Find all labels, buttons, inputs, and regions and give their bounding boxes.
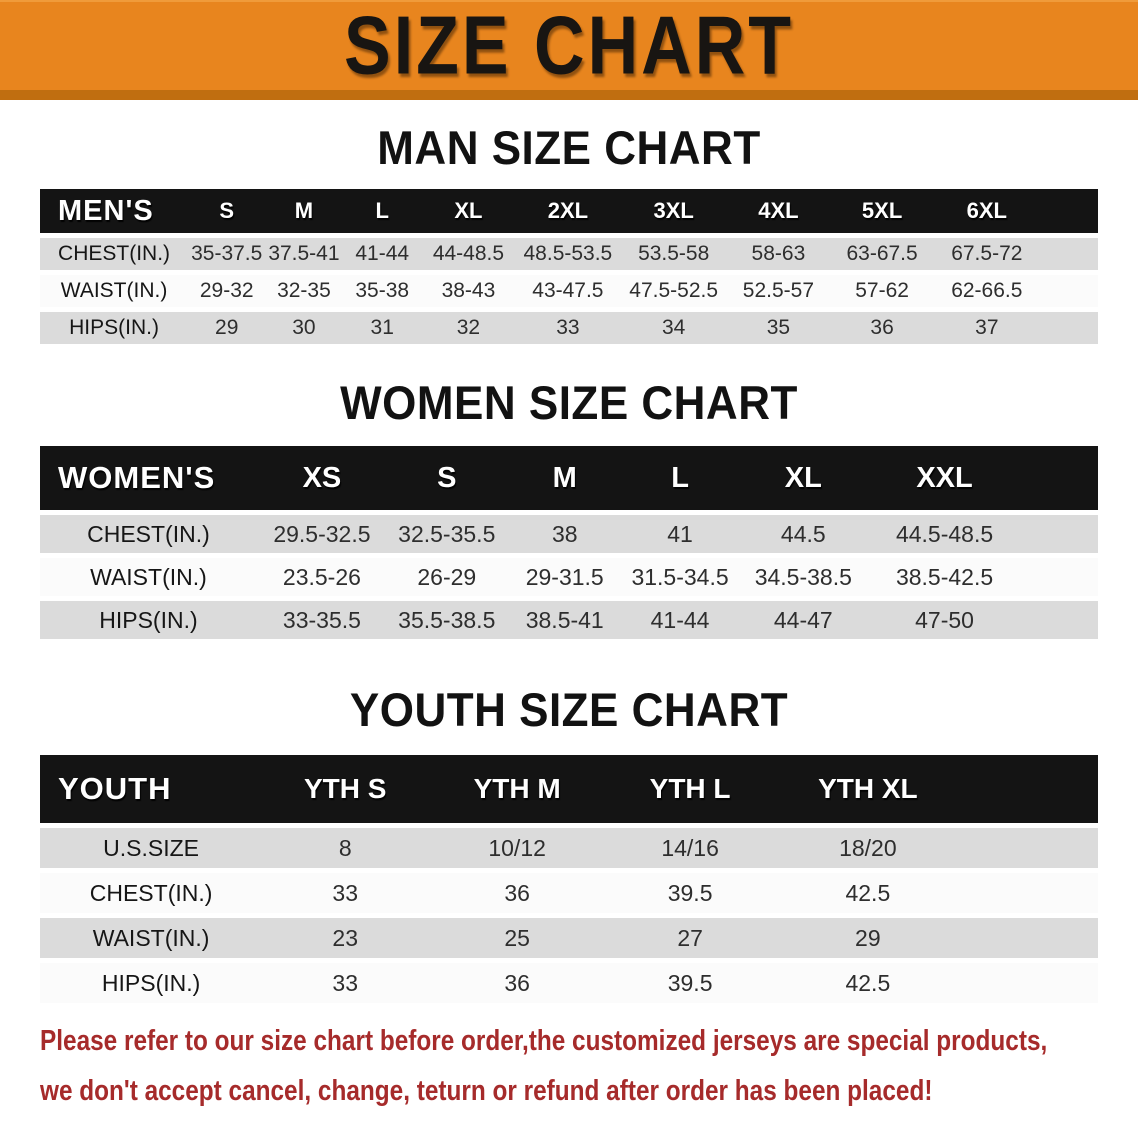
size-value: 48.5-53.5	[515, 238, 621, 270]
men-column-header: S	[188, 189, 265, 233]
size-value: 29	[188, 312, 265, 344]
disclaimer-line-2: we don't accept cancel, change, teturn or refund after order has been placed!	[40, 1075, 933, 1107]
row-label: HIPS(IN.)	[40, 601, 257, 639]
size-value: 33	[515, 312, 621, 344]
size-value: 41-44	[623, 601, 737, 639]
men-column-header: 2XL	[515, 189, 621, 233]
size-value: 39.5	[606, 873, 774, 913]
size-value: 37	[934, 312, 1040, 344]
men-column-header: 5XL	[830, 189, 934, 233]
spacer-cell	[1040, 312, 1098, 344]
size-value: 23	[262, 918, 428, 958]
youth-header-row	[40, 755, 1098, 823]
spacer-cell	[961, 755, 1098, 823]
youth-column-header: YTH M	[428, 755, 606, 823]
women-column-header: XXL	[869, 446, 1019, 510]
size-value: 44-47	[737, 601, 869, 639]
size-value: 42.5	[774, 873, 961, 913]
size-value: 41	[623, 515, 737, 553]
size-value: 31.5-34.5	[623, 558, 737, 596]
size-value: 63-67.5	[830, 238, 934, 270]
youth-column-header: YTH S	[262, 755, 428, 823]
size-value: 47-50	[869, 601, 1019, 639]
spacer-cell	[1020, 558, 1098, 596]
size-value: 32.5-35.5	[387, 515, 507, 553]
size-value: 47.5-52.5	[621, 275, 727, 307]
spacer-cell	[961, 963, 1098, 1003]
row-label: HIPS(IN.)	[40, 963, 262, 1003]
spacer-cell	[961, 828, 1098, 868]
table-row	[40, 515, 1098, 553]
row-label: WAIST(IN.)	[40, 918, 262, 958]
size-value: 32	[422, 312, 515, 344]
men-column-header: 6XL	[934, 189, 1040, 233]
spacer-cell	[1020, 601, 1098, 639]
size-value: 35	[727, 312, 831, 344]
disclaimer-line-1: Please refer to our size chart before order,the customized jerseys are special products,	[40, 1025, 1048, 1057]
women-header-row	[40, 446, 1098, 510]
size-value: 38.5-41	[507, 601, 623, 639]
size-value: 34.5-38.5	[737, 558, 869, 596]
youth-column-header: YTH XL	[774, 755, 961, 823]
size-value: 34	[621, 312, 727, 344]
table-row	[40, 918, 1098, 958]
size-value: 67.5-72	[934, 238, 1040, 270]
size-value: 33	[262, 873, 428, 913]
men-column-header: 4XL	[727, 189, 831, 233]
size-chart-banner	[0, 0, 1138, 100]
size-value: 26-29	[387, 558, 507, 596]
men-section-title: MAN SIZE CHART	[377, 122, 761, 175]
youth-column-header: YTH L	[606, 755, 774, 823]
table-row	[40, 873, 1098, 913]
men-column-header: M	[265, 189, 342, 233]
row-label: WAIST(IN.)	[40, 558, 257, 596]
size-value: 23.5-26	[257, 558, 387, 596]
size-value: 41-44	[343, 238, 422, 270]
size-value: 39.5	[606, 963, 774, 1003]
size-value: 52.5-57	[727, 275, 831, 307]
table-row	[40, 275, 1098, 307]
row-label: HIPS(IN.)	[40, 312, 188, 344]
spacer-cell	[1020, 515, 1098, 553]
size-value: 62-66.5	[934, 275, 1040, 307]
size-value: 35.5-38.5	[387, 601, 507, 639]
size-value: 30	[265, 312, 342, 344]
men-size-table	[40, 184, 1098, 349]
size-value: 38	[507, 515, 623, 553]
size-value: 18/20	[774, 828, 961, 868]
size-value: 8	[262, 828, 428, 868]
women-column-header: XL	[737, 446, 869, 510]
size-value: 31	[343, 312, 422, 344]
spacer-cell	[961, 873, 1098, 913]
spacer-cell	[961, 918, 1098, 958]
size-value: 14/16	[606, 828, 774, 868]
spacer-cell	[1020, 446, 1098, 510]
size-value: 35-37.5	[188, 238, 265, 270]
women-column-header: XS	[257, 446, 387, 510]
size-value: 32-35	[265, 275, 342, 307]
row-label: WAIST(IN.)	[40, 275, 188, 307]
size-value: 58-63	[727, 238, 831, 270]
women-size-table	[40, 441, 1098, 644]
size-value: 36	[428, 963, 606, 1003]
men-column-header: 3XL	[621, 189, 727, 233]
size-value: 29-31.5	[507, 558, 623, 596]
table-row	[40, 828, 1098, 868]
size-value: 44.5-48.5	[869, 515, 1019, 553]
size-value: 36	[830, 312, 934, 344]
size-value: 38-43	[422, 275, 515, 307]
size-value: 37.5-41	[265, 238, 342, 270]
banner-title: SIZE CHART	[344, 0, 794, 92]
row-label: U.S.SIZE	[40, 828, 262, 868]
women-column-header: L	[623, 446, 737, 510]
size-value: 53.5-58	[621, 238, 727, 270]
table-row	[40, 963, 1098, 1003]
women-column-header: S	[387, 446, 507, 510]
disclaimer-text	[40, 1016, 1124, 1116]
size-value: 25	[428, 918, 606, 958]
youth-section-title: YOUTH SIZE CHART	[349, 684, 789, 737]
women-column-header: M	[507, 446, 623, 510]
row-label: CHEST(IN.)	[40, 873, 262, 913]
size-value: 29	[774, 918, 961, 958]
women-corner-header: WOMEN'S	[40, 446, 257, 510]
men-corner-header: MEN'S	[40, 189, 188, 233]
women-section-title: WOMEN SIZE CHART	[340, 377, 798, 430]
size-value: 43-47.5	[515, 275, 621, 307]
size-value: 36	[428, 873, 606, 913]
spacer-cell	[1040, 189, 1098, 233]
size-value: 57-62	[830, 275, 934, 307]
size-value: 35-38	[343, 275, 422, 307]
size-value: 29.5-32.5	[257, 515, 387, 553]
table-row	[40, 312, 1098, 344]
spacer-cell	[1040, 275, 1098, 307]
size-value: 38.5-42.5	[869, 558, 1019, 596]
youth-corner-header: YOUTH	[40, 755, 262, 823]
size-value: 10/12	[428, 828, 606, 868]
men-header-row	[40, 189, 1098, 233]
table-row	[40, 558, 1098, 596]
men-column-header: L	[343, 189, 422, 233]
spacer-cell	[1040, 238, 1098, 270]
youth-size-table	[40, 750, 1098, 1008]
size-value: 44-48.5	[422, 238, 515, 270]
size-value: 27	[606, 918, 774, 958]
row-label: CHEST(IN.)	[40, 238, 188, 270]
size-value: 42.5	[774, 963, 961, 1003]
size-value: 44.5	[737, 515, 869, 553]
size-value: 29-32	[188, 275, 265, 307]
size-value: 33-35.5	[257, 601, 387, 639]
size-value: 33	[262, 963, 428, 1003]
table-row	[40, 238, 1098, 270]
table-row	[40, 601, 1098, 639]
men-column-header: XL	[422, 189, 515, 233]
row-label: CHEST(IN.)	[40, 515, 257, 553]
